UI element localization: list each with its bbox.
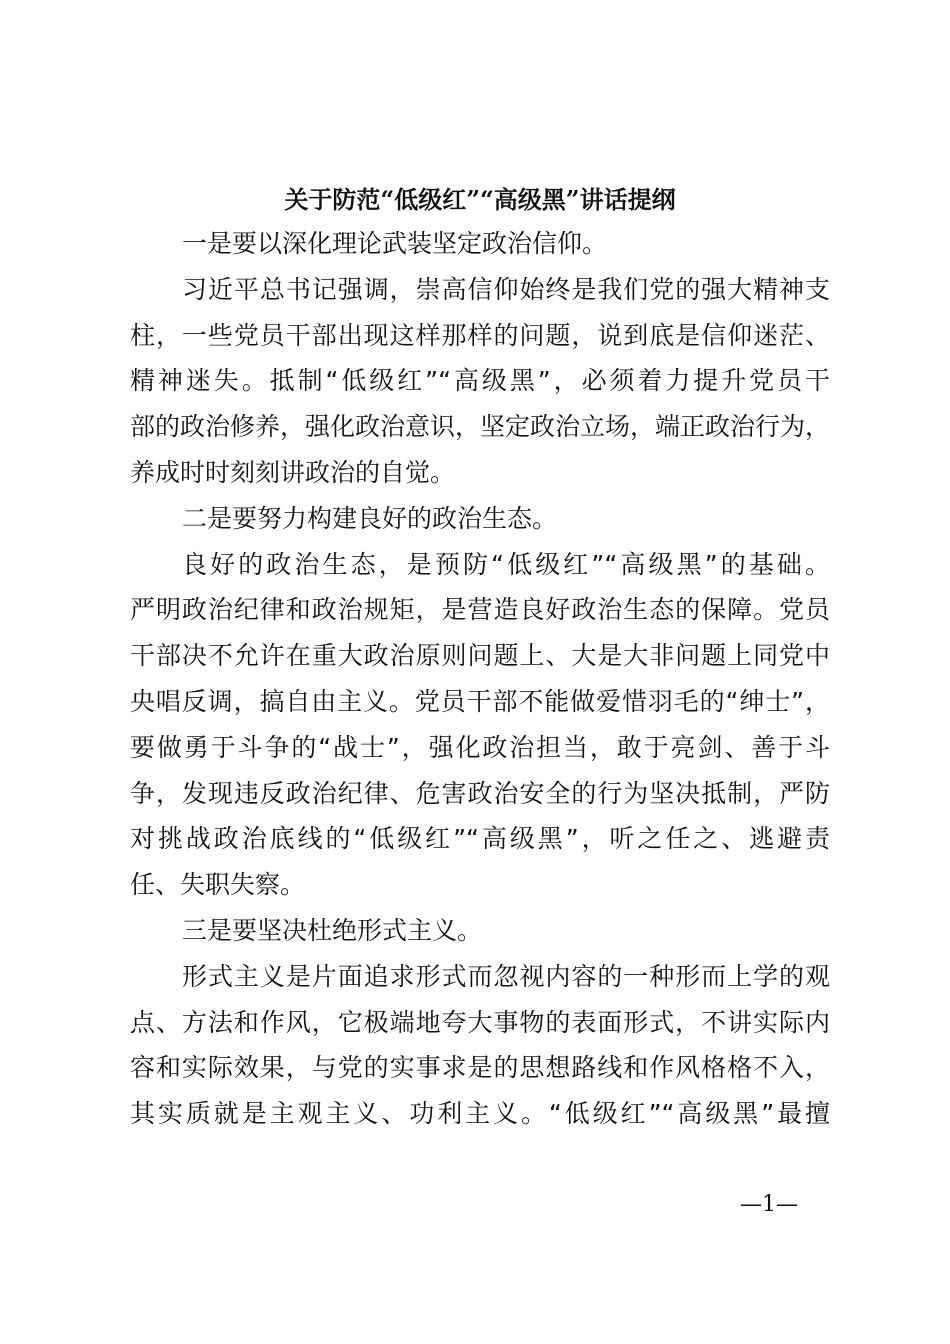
text-line: 部的政治修养，强化政治意识，坚定政治立场，端正政治行为， (130, 412, 831, 442)
text-line: 三是要坚决杜绝形式主义。 (182, 915, 483, 945)
text-line: 争，发现违反政治纪律、危害政治安全的行为坚决抵制，严防 (130, 778, 830, 808)
text-line: 习近平总书记强调，崇高信仰始终是我们党的强大精神支 (182, 274, 830, 304)
text-line: 央唱反调，搞自由主义。党员干部不能做爱惜羽毛的“绅士”， (130, 686, 830, 716)
document-body (130, 221, 830, 1137)
text-line: 养成时时刻刻讲政治的自觉。 (130, 457, 456, 487)
text-line: 其实质就是主观主义、功利主义。“低级红”“高级黑”最擅 (130, 1099, 830, 1129)
text-line: 要做勇于斗争的“战士”，强化政治担当，敢于亮剑、善于斗 (130, 732, 830, 762)
text-line: 容和实际效果，与党的实事求是的思想路线和作风格格不入， (130, 1053, 830, 1083)
text-line: 形式主义是片面追求形式而忽视内容的一种形而上学的观 (182, 961, 830, 991)
text-line: 任、失职失察。 (130, 870, 306, 900)
text-line: 精神迷失。抵制“低级红”“高级黑”，必须着力提升党员干 (130, 366, 830, 396)
text-line: 柱，一些党员干部出现这样那样的问题，说到底是信仰迷茫、 (130, 320, 830, 350)
document-title: 关于防范“低级红”“高级黑”讲话提纲 (284, 185, 676, 214)
text-line: 一是要以深化理论武装坚定政治信仰。 (182, 229, 608, 258)
text-line: 点、方法和作风，它极端地夸大事物的表面形式，不讲实际内 (130, 1007, 830, 1037)
text-line: 对挑战政治底线的“低级红”“高级黑”，听之任之、逃避责 (130, 824, 830, 854)
text-line: 良好的政治生态，是预防“低级红”“高级黑”的基础。 (182, 549, 830, 579)
page-number: —1— (740, 1192, 798, 1217)
text-line: 干部决不允许在重大政治原则问题上、大是大非问题上同党中 (130, 641, 830, 671)
text-line: 严明政治纪律和政治规矩，是营造良好政治生态的保障。党员 (130, 595, 830, 625)
text-line: 二是要努力构建良好的政治生态。 (182, 503, 558, 533)
